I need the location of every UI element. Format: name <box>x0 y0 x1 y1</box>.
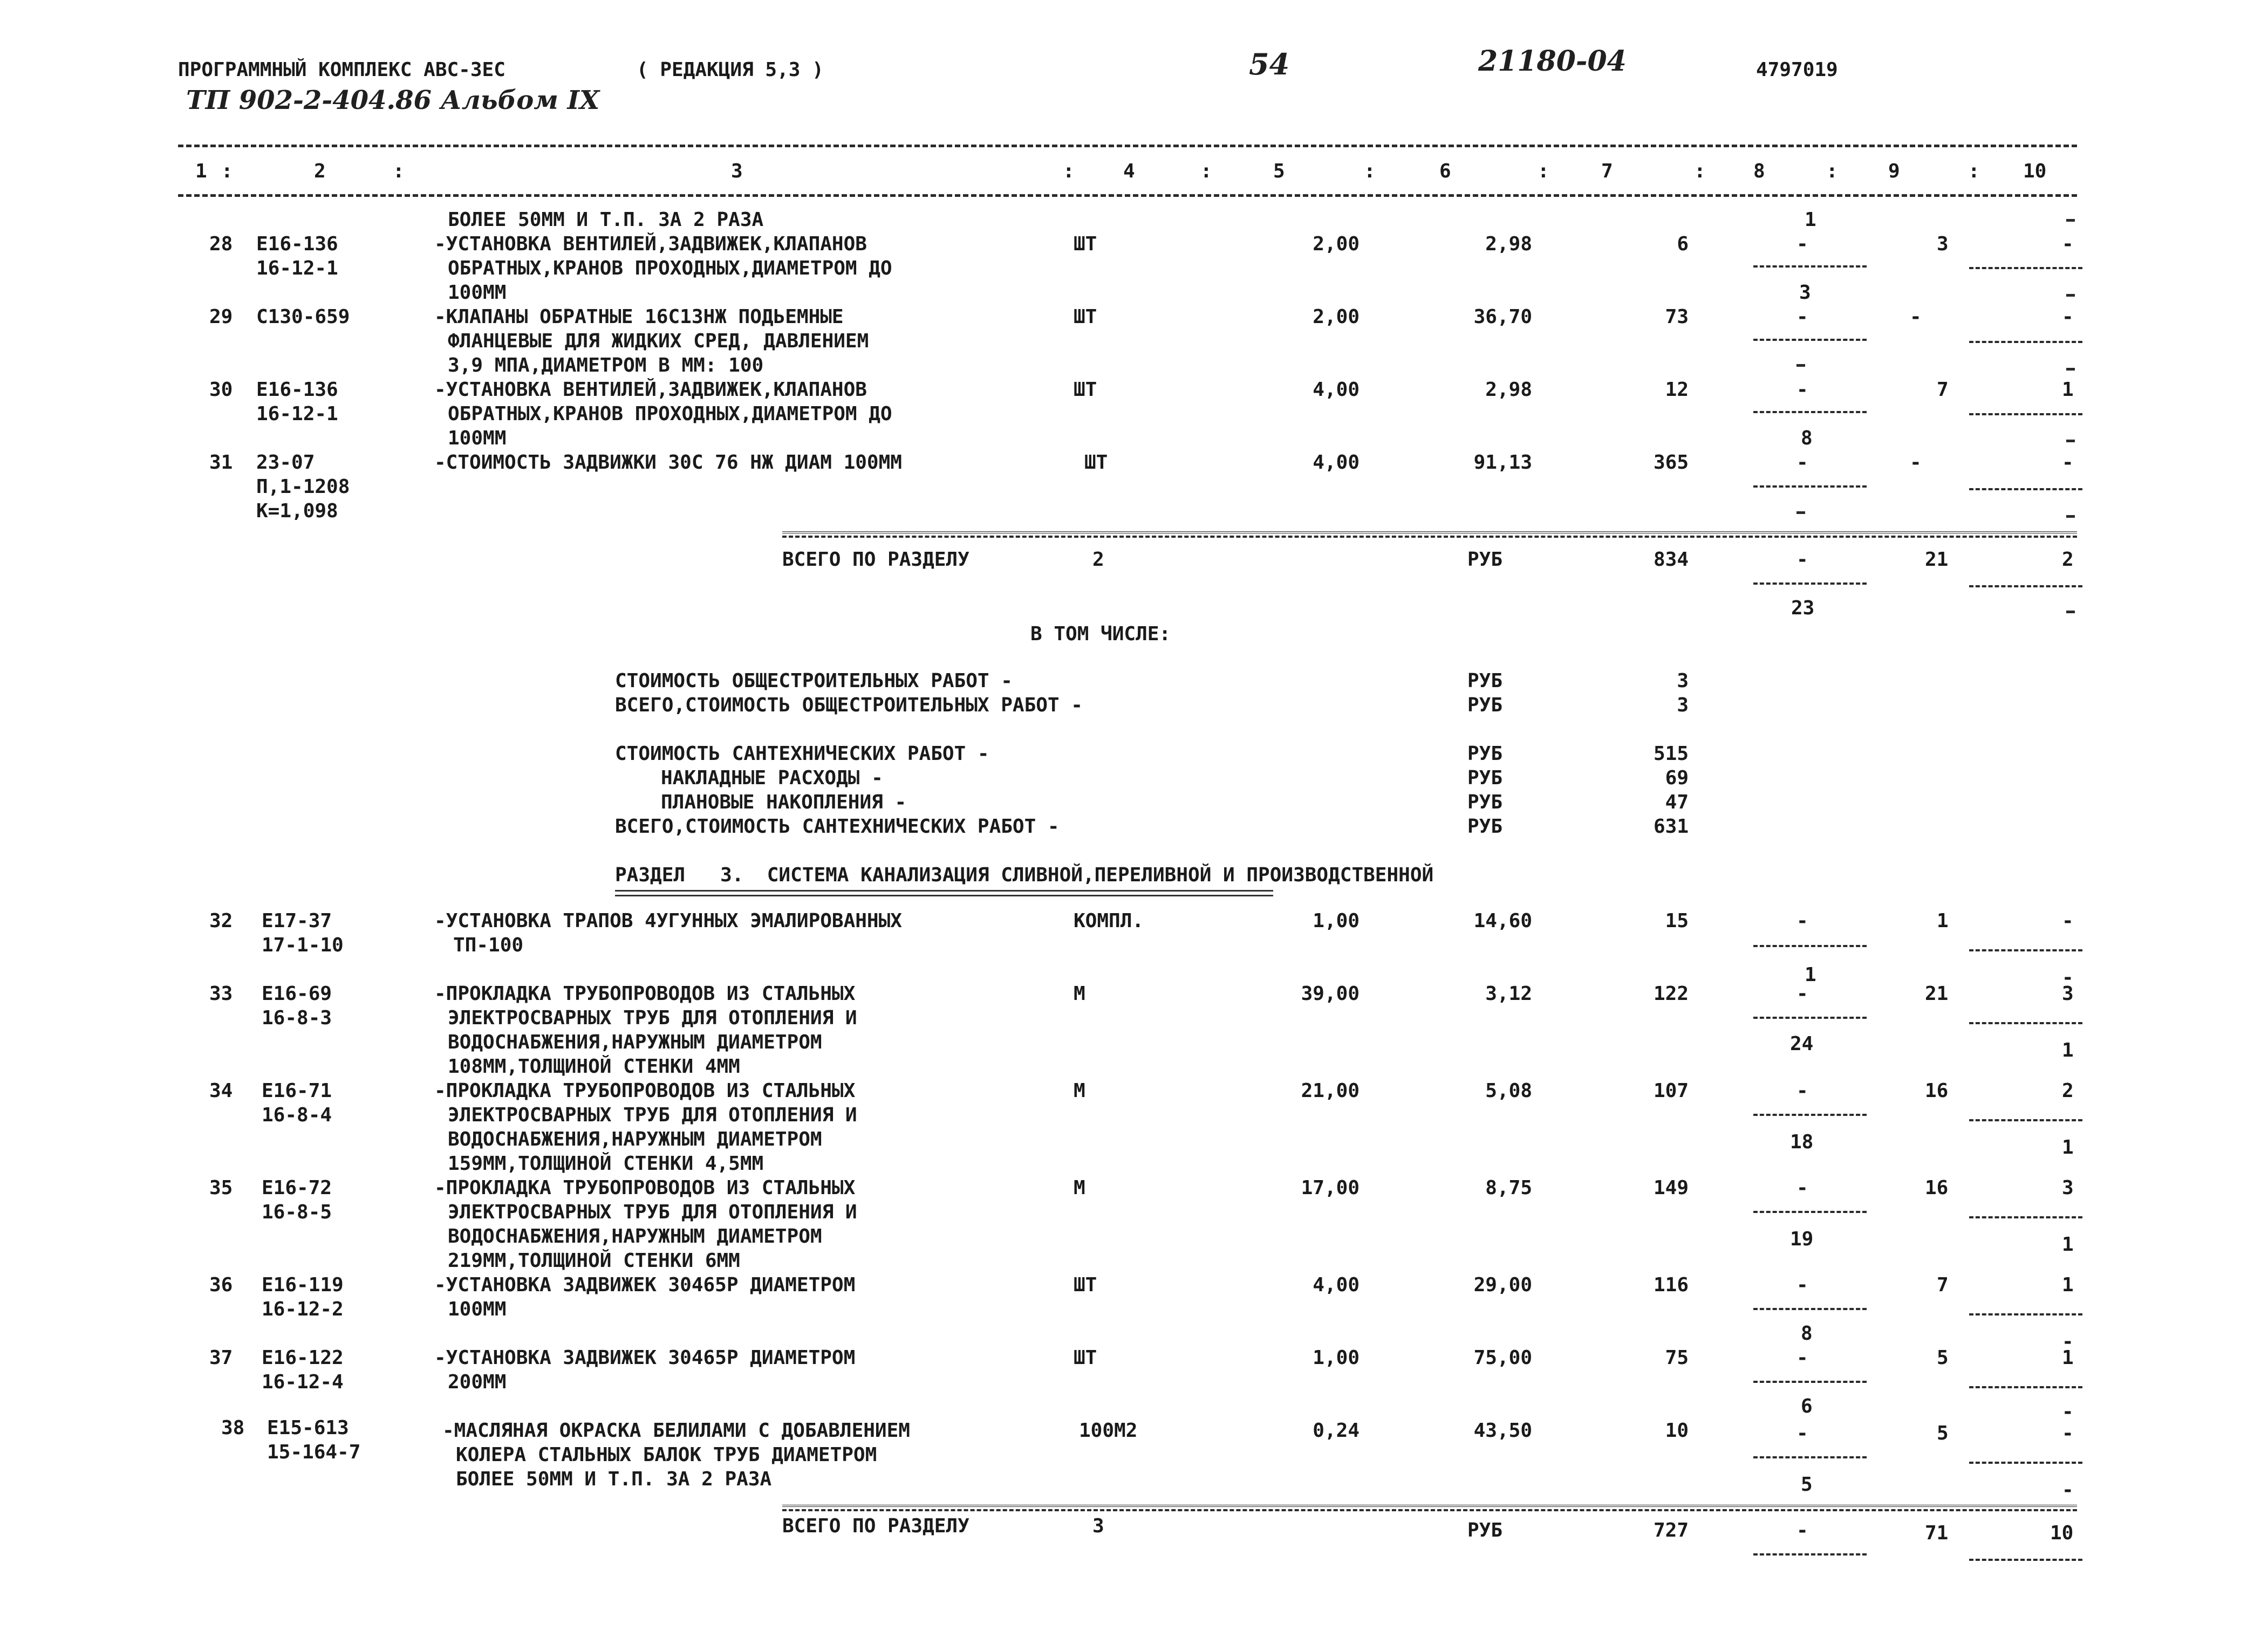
row-price: 75,00 <box>1473 1347 1532 1369</box>
header-rule-top <box>178 145 2077 147</box>
col-7: 7 <box>1601 160 1613 182</box>
row-qty: 1,00 <box>1313 1347 1360 1369</box>
row-qty: 4,00 <box>1313 451 1360 474</box>
row-no: 28 <box>209 233 233 255</box>
row-unit: ШТ <box>1074 1274 1097 1296</box>
row-unit: ШТ <box>1074 1347 1097 1369</box>
summary-item-value: 515 <box>1653 743 1689 765</box>
row-desc: -СТОИМОСТЬ ЗАДВИЖКИ 30С 76 НЖ ДИАМ 100ММ <box>434 451 902 474</box>
handwritten-code: 21180-04 <box>1478 45 1627 78</box>
col-9: 9 <box>1888 160 1900 182</box>
row-desc: -ПРОКЛАДКА ТРУБОПРОВОДОВ ИЗ СТАЛЬНЫХ <box>434 1080 856 1102</box>
sheet-number: 54 <box>1249 47 1290 81</box>
row-code: С130-659 <box>256 306 350 328</box>
total-value: 834 <box>1653 549 1689 571</box>
row-code-2: 16-8-3 <box>262 1007 332 1029</box>
row-no: 35 <box>209 1177 233 1199</box>
row-unit: М <box>1074 1080 1085 1102</box>
row-no: 36 <box>209 1274 233 1296</box>
row-price: 14,60 <box>1473 910 1532 932</box>
summary-item-label: СТОИМОСТЬ САНТЕХНИЧЕСКИХ РАБОТ - <box>615 743 989 765</box>
summary-item-label: ВСЕГО,СТОИМОСТЬ САНТЕХНИЧЕСКИХ РАБОТ - <box>615 816 1060 838</box>
row-no: 33 <box>209 983 233 1005</box>
total-label: ВСЕГО ПО РАЗДЕЛУ <box>782 549 969 571</box>
col-4: 4 <box>1123 160 1135 182</box>
summary-item-value: 3 <box>1677 694 1689 716</box>
row-no: 30 <box>209 379 233 401</box>
row-total: 6 <box>1677 233 1689 255</box>
row-unit: ШТ <box>1084 451 1108 474</box>
row-price: 43,50 <box>1473 1420 1532 1442</box>
row-price: 3,12 <box>1485 983 1532 1005</box>
row-code-2: 17-1-10 <box>262 934 344 956</box>
row-code-2: 16-8-5 <box>262 1201 332 1223</box>
row-total: 10 <box>1665 1420 1689 1442</box>
row-no: 29 <box>209 306 233 328</box>
row-total: 73 <box>1665 306 1689 328</box>
row-price: 36,70 <box>1473 306 1532 328</box>
row-code: Е16-136 <box>256 233 338 255</box>
col-6: 6 <box>1439 160 1451 182</box>
row-code: Е17-37 <box>262 910 332 932</box>
row-code-2: 16-12-1 <box>256 257 338 279</box>
row-code: Е16-69 <box>262 983 332 1005</box>
row-total: 116 <box>1653 1274 1689 1296</box>
row-code: Е16-119 <box>262 1274 344 1296</box>
row-unit: ШТ <box>1074 306 1097 328</box>
total-value: 727 <box>1653 1519 1689 1541</box>
summary-item-unit: РУБ <box>1467 694 1503 716</box>
row-desc: -КЛАПАНЫ ОБРАТНЫЕ 16С13НЖ ПОДЬЕМНЫЕ <box>434 306 844 328</box>
summary-item-unit: РУБ <box>1467 670 1503 692</box>
row-code: 23-07 <box>256 451 315 474</box>
row-desc: -УСТАНОВКА ВЕНТИЛЕЙ,ЗАДВИЖЕК,КЛАПАНОВ <box>434 233 867 255</box>
row-code: Е16-72 <box>262 1177 332 1199</box>
col-3: 3 <box>731 160 743 182</box>
row-unit: ШТ <box>1074 233 1097 255</box>
row-qty: 2,00 <box>1313 233 1360 255</box>
section3-title: РАЗДЕЛ 3. СИСТЕМА КАНАЛИЗАЦИЯ СЛИВНОЙ,ПЕРЕЛИВНОЙ И ПРОИЗВОДСТВЕННОЙ <box>615 864 1434 886</box>
summary-item-label: СТОИМОСТЬ ОБЩЕСТРОИТЕЛЬНЫХ РАБОТ - <box>615 670 1013 692</box>
row-unit: 100М2 <box>1079 1420 1138 1442</box>
col-1: 1 <box>195 160 207 182</box>
col-10: 10 <box>2023 160 2047 182</box>
row-code-2: 15-164-7 <box>267 1441 361 1463</box>
total-section: 2 <box>1092 549 1104 571</box>
row-price: 2,98 <box>1485 379 1532 401</box>
row-code-2: 16-12-1 <box>256 403 338 425</box>
section3-rule <box>782 1505 2077 1511</box>
row-no: 37 <box>209 1347 233 1369</box>
row-price: 5,08 <box>1485 1080 1532 1102</box>
row-desc: -УСТАНОВКА ЗАДВИЖЕК 30465Р ДИАМЕТРОМ <box>434 1274 856 1296</box>
row-unit: М <box>1074 1177 1085 1199</box>
summary-item-unit: РУБ <box>1467 791 1503 813</box>
row-price: 8,75 <box>1485 1177 1532 1199</box>
row-unit: ШТ <box>1074 379 1097 401</box>
row-unit: М <box>1074 983 1085 1005</box>
row-no: 32 <box>209 910 233 932</box>
row-desc: -УСТАНОВКА ТРАПОВ 4УГУННЫХ ЭМАЛИРОВАННЫХ <box>434 910 902 932</box>
total-label: ВСЕГО ПО РАЗДЕЛУ <box>782 1515 969 1537</box>
row-price: 2,98 <box>1485 233 1532 255</box>
prev-row-desc: БОЛЕЕ 50ММ И Т.П. ЗА 2 РАЗА <box>448 209 764 231</box>
row-code-2: 16-12-4 <box>262 1371 344 1393</box>
summary-item-label: НАКЛАДНЫЕ РАСХОДЫ - <box>661 767 883 789</box>
row-qty: 39,00 <box>1301 983 1360 1005</box>
row-total: 12 <box>1665 379 1689 401</box>
summary-item-unit: РУБ <box>1467 743 1503 765</box>
summary-item-value: 69 <box>1665 767 1689 789</box>
total-unit: РУБ <box>1467 1519 1503 1541</box>
row-code: Е16-122 <box>262 1347 344 1369</box>
including-label: В ТОМ ЧИСЛЕ: <box>1030 623 1171 645</box>
header-rule-bottom <box>178 194 2077 197</box>
row-total: 122 <box>1653 983 1689 1005</box>
row-code-2: 16-12-2 <box>262 1298 344 1320</box>
row-total: 149 <box>1653 1177 1689 1199</box>
row-qty: 4,00 <box>1313 1274 1360 1296</box>
row-qty: 1,00 <box>1313 910 1360 932</box>
summary-item-unit: РУБ <box>1467 767 1503 789</box>
row-total: 75 <box>1665 1347 1689 1369</box>
handwritten-project: ТП 902-2-404.86 Альбом IX <box>186 85 600 115</box>
summary-item-label: ВСЕГО,СТОИМОСТЬ ОБЩЕСТРОИТЕЛЬНЫХ РАБОТ - <box>615 694 1083 716</box>
row-desc: -ПРОКЛАДКА ТРУБОПРОВОДОВ ИЗ СТАЛЬНЫХ <box>434 983 856 1005</box>
row-total: 365 <box>1653 451 1689 474</box>
section2-rule <box>782 531 2077 538</box>
row-code-3: К=1,098 <box>256 500 338 522</box>
row-qty: 2,00 <box>1313 306 1360 328</box>
summary-item-unit: РУБ <box>1467 816 1503 838</box>
total-unit: РУБ <box>1467 549 1503 571</box>
summary-item-value: 3 <box>1677 670 1689 692</box>
summary-item-label: ПЛАНОВЫЕ НАКОПЛЕНИЯ - <box>661 791 907 813</box>
row-code: Е15-613 <box>267 1417 349 1439</box>
row-qty: 0,24 <box>1313 1420 1360 1442</box>
row-code-2: 16-8-4 <box>262 1104 332 1126</box>
row-price: 29,00 <box>1473 1274 1532 1296</box>
summary-item-value: 47 <box>1665 791 1689 813</box>
row-unit: КОМПЛ. <box>1074 910 1144 932</box>
row-qty: 4,00 <box>1313 379 1360 401</box>
col-8: 8 <box>1753 160 1765 182</box>
section3-underline <box>615 890 1273 896</box>
row-total: 15 <box>1665 910 1689 932</box>
row-price: 91,13 <box>1473 451 1532 474</box>
row-code: Е16-136 <box>256 379 338 401</box>
row-code-2: П,1-1208 <box>256 476 350 498</box>
summary-item-value: 631 <box>1653 816 1689 838</box>
row-total: 107 <box>1653 1080 1689 1102</box>
row-desc: -МАСЛЯНАЯ ОКРАСКА БЕЛИЛАМИ С ДОБАВЛЕНИЕМ <box>442 1420 910 1442</box>
row-qty: 21,00 <box>1301 1080 1360 1102</box>
program-title: ПРОГРАММНЫЙ КОМПЛЕКС АВС-3ЕС <box>178 59 505 81</box>
row-no: 38 <box>221 1417 245 1439</box>
edition-label: ( РЕДАКЦИЯ 5,3 ) <box>637 59 824 81</box>
total-section: 3 <box>1092 1515 1104 1537</box>
row-no: 34 <box>209 1080 233 1102</box>
row-desc: -ПРОКЛАДКА ТРУБОПРОВОДОВ ИЗ СТАЛЬНЫХ <box>434 1177 856 1199</box>
document-number: 4797019 <box>1756 59 1838 81</box>
row-code: Е16-71 <box>262 1080 332 1102</box>
row-desc: -УСТАНОВКА ВЕНТИЛЕЙ,ЗАДВИЖЕК,КЛАПАНОВ <box>434 379 867 401</box>
col-5: 5 <box>1273 160 1285 182</box>
row-qty: 17,00 <box>1301 1177 1360 1199</box>
row-desc: -УСТАНОВКА ЗАДВИЖЕК 30465Р ДИАМЕТРОМ <box>434 1347 856 1369</box>
col-2: 2 <box>314 160 326 182</box>
row-no: 31 <box>209 451 233 474</box>
